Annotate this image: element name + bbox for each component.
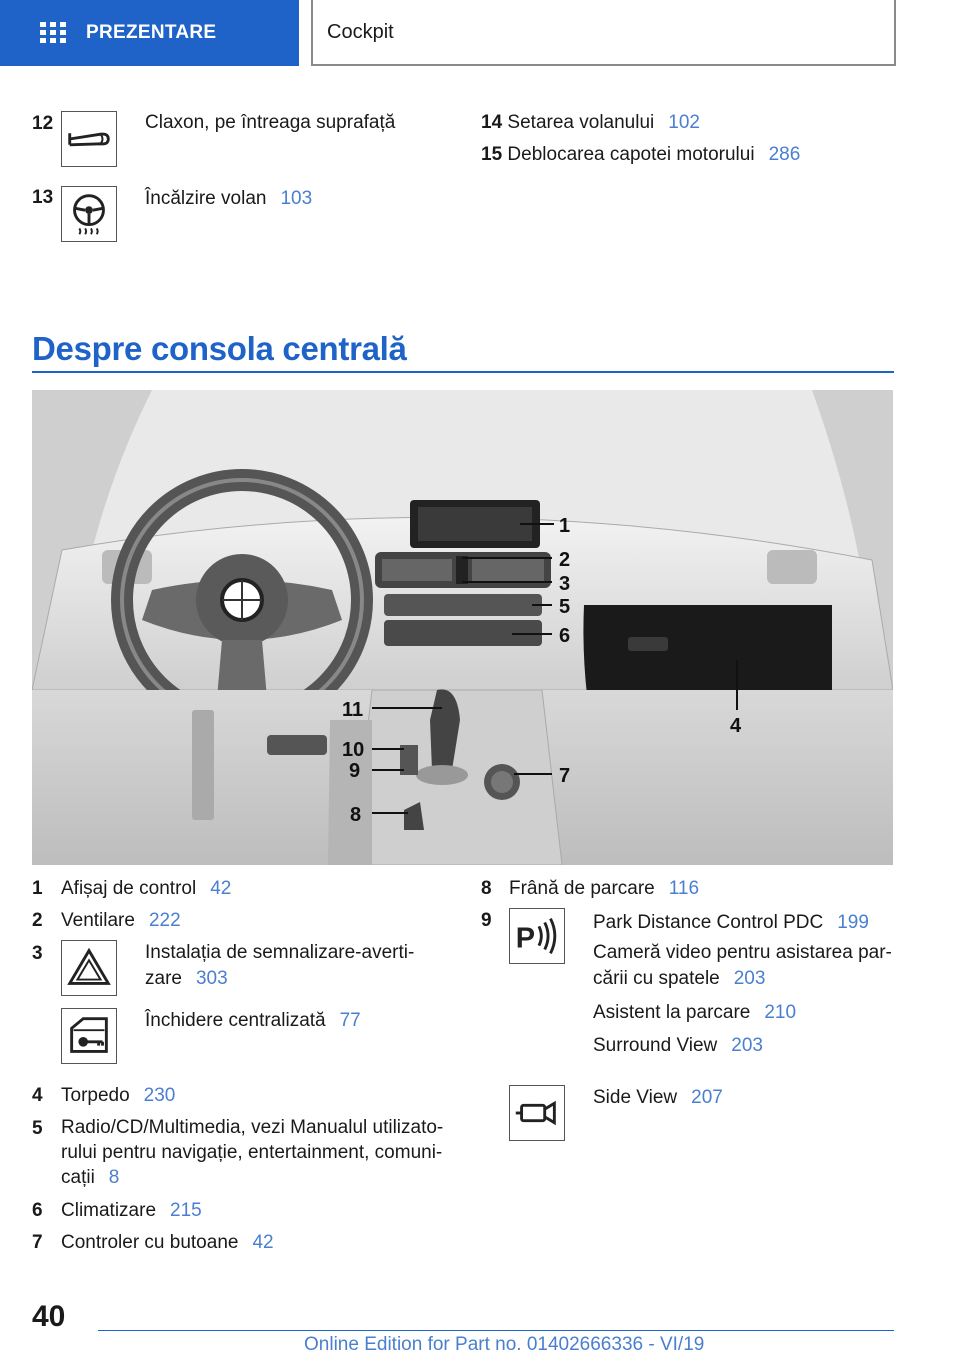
item-9-label-parking-assistant: Asistent la parcare (593, 1002, 751, 1023)
item-7-label: Controler cu butoane (61, 1232, 239, 1253)
footer-divider (98, 1330, 894, 1331)
item-4-page-ref[interactable]: 230 (143, 1085, 176, 1106)
item-14-label: Setarea volanului (507, 112, 655, 133)
chapter-title-box (311, 0, 896, 66)
item-8-row (509, 876, 699, 902)
callout-7: 7 (559, 765, 571, 787)
item-1-page-ref[interactable]: 42 (210, 878, 232, 899)
item-15-row (481, 142, 800, 168)
item-9b-row (593, 1085, 723, 1111)
item-4-label: Torpedo (61, 1085, 130, 1106)
item-3b-label: Închidere centralizată (145, 1010, 326, 1031)
item-9-page-ref-pdc[interactable]: 199 (837, 912, 869, 933)
item-1-row (61, 876, 231, 902)
item-6-label: Climatizare (61, 1200, 157, 1221)
callout-9: 9 (349, 760, 361, 782)
item-14-number: 14 (481, 112, 503, 133)
callout-10: 10 (342, 739, 365, 761)
svg-text:P: P (515, 922, 536, 955)
item-3b-page-ref[interactable]: 77 (339, 1010, 361, 1031)
item-13-label: Încălzire volan (145, 188, 267, 209)
item-15-number: 15 (481, 144, 503, 165)
item-5-label-line2: rului pentru navigație, entertainment, comuni- (61, 1142, 443, 1163)
item-8-label: Frână de parcare (509, 878, 655, 899)
item-7-row (61, 1230, 274, 1256)
item-3b-row (145, 1008, 361, 1034)
item-9-label-camera-line1: Cameră video pentru asistarea par- (593, 942, 892, 963)
item-6-number: 6 (32, 1200, 43, 1221)
item-7-number: 7 (32, 1232, 43, 1253)
item-9-page-ref-camera[interactable]: 203 (733, 968, 766, 989)
item-13-page-ref[interactable]: 103 (280, 188, 313, 209)
item-2-row (61, 908, 181, 934)
item-8-page-ref[interactable]: 116 (668, 878, 700, 899)
heated-steering-wheel-icon (61, 186, 117, 242)
item-2-page-ref[interactable]: 222 (148, 910, 181, 931)
item-9b-label: Side View (593, 1087, 678, 1108)
section-tab[interactable] (0, 0, 299, 66)
grid-icon (40, 22, 66, 44)
callout-1: 1 (559, 515, 571, 537)
item-4-number: 4 (32, 1085, 43, 1106)
item-13-number: 13 (32, 187, 54, 208)
item-9-page-ref-surround-view[interactable]: 203 (731, 1035, 763, 1056)
page-number: 40 (32, 1300, 66, 1333)
item-14-row (481, 110, 700, 136)
chapter-title: Cockpit (327, 20, 394, 43)
callout-6: 6 (559, 625, 571, 647)
item-12-text (145, 110, 395, 136)
item-13-text (145, 186, 312, 212)
item-3-text (145, 940, 414, 992)
item-1-number: 1 (32, 878, 43, 899)
item-3-page-ref[interactable]: 303 (195, 968, 228, 989)
item-1-label: Afișaj de control (61, 878, 197, 899)
door-key-icon (61, 1008, 117, 1064)
item-8-number: 8 (481, 878, 492, 899)
footer-edition: Online Edition for Part no. 01402666336 - VI/19 (304, 1334, 705, 1355)
callout-5: 5 (559, 596, 571, 618)
section-heading: Despre consola centrală (32, 330, 407, 367)
callout-4: 4 (730, 715, 742, 737)
callout-2: 2 (559, 549, 571, 571)
item-6-row (61, 1198, 202, 1224)
item-9-label-surround-view: Surround View (593, 1035, 718, 1056)
item-15-page-ref[interactable]: 286 (768, 144, 801, 165)
item-5-label-line1: Radio/CD/Multimedia, vezi Manualul utilizato- (61, 1117, 444, 1138)
item-5-text (61, 1115, 443, 1190)
item-2-number: 2 (32, 910, 43, 931)
item-12-number: 12 (32, 113, 54, 134)
hazard-warning-icon (61, 940, 117, 996)
park-distance-icon (509, 908, 565, 964)
item-7-page-ref[interactable]: 42 (252, 1232, 274, 1253)
item-15-label: Deblocarea capotei motorului (507, 144, 755, 165)
item-9-text (593, 908, 892, 1060)
item-9-number: 9 (481, 910, 492, 931)
item-3-label-line2: zare (145, 968, 182, 989)
item-5-page-ref[interactable]: 8 (108, 1167, 120, 1188)
callout-3: 3 (559, 573, 571, 595)
horn-icon (61, 111, 117, 167)
item-14-page-ref[interactable]: 102 (668, 112, 700, 133)
item-12-label: Claxon, pe întreaga suprafață (145, 112, 396, 133)
item-9-page-ref-parking-assistant[interactable]: 210 (764, 1002, 797, 1023)
item-2-label: Ventilare (61, 910, 135, 931)
side-view-camera-icon (509, 1085, 565, 1141)
item-9-label-camera-line2: cării cu spatele (593, 968, 720, 989)
center-console-illustration (32, 390, 893, 865)
section-tab-label: PREZENTARE (86, 22, 217, 43)
item-6-page-ref[interactable]: 215 (170, 1200, 202, 1221)
item-5-label-line3: cații (61, 1167, 95, 1188)
item-3-number: 3 (32, 943, 43, 964)
item-5-number: 5 (32, 1118, 43, 1139)
item-9b-page-ref[interactable]: 207 (691, 1087, 723, 1108)
item-9-label-pdc: Park Distance Control PDC (593, 912, 824, 933)
callout-8: 8 (350, 804, 362, 826)
callout-11: 11 (342, 699, 364, 721)
item-3-label-line1: Instalația de semnalizare-averti- (145, 942, 415, 963)
section-divider (32, 371, 894, 373)
item-4-row (61, 1083, 175, 1109)
